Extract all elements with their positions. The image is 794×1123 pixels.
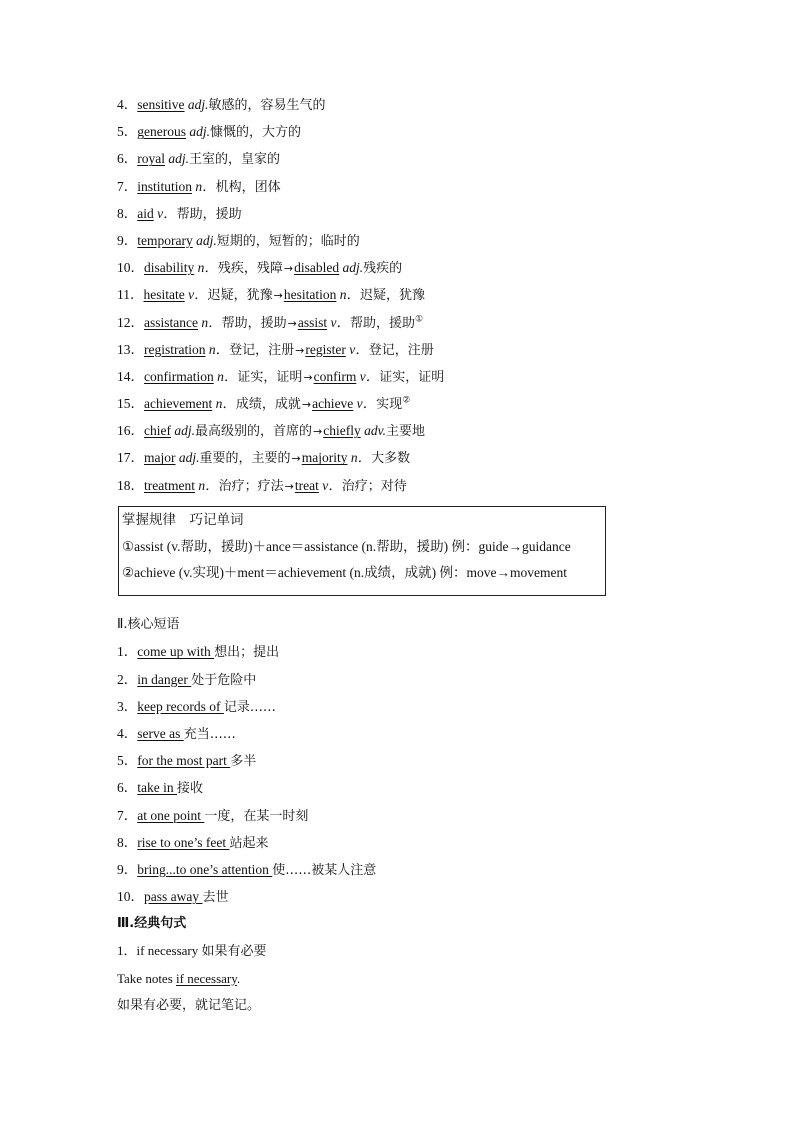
vocab-item (117, 475, 677, 502)
vocab-item (117, 230, 677, 257)
phrase-item (117, 696, 677, 723)
derived-meaning: 实现 (376, 397, 403, 413)
vocab-item (117, 148, 677, 175)
vocab-word: confirmation (144, 368, 214, 384)
vocab-pos: n． (198, 477, 219, 493)
phrase-item (117, 750, 677, 777)
derived-word: hesitation (283, 287, 337, 303)
vocab-pos: v． (157, 205, 177, 221)
vocab-item (117, 284, 677, 311)
phrase-meaning: 记录…… (223, 699, 276, 715)
derived-meaning: 登记，注册 (368, 342, 434, 358)
vocab-meaning: 证实，证明 (237, 369, 303, 385)
phrase-text: pass away (144, 889, 203, 905)
phrase-item (117, 832, 677, 859)
footnote-marker: ① (415, 314, 424, 324)
vocab-item (117, 257, 677, 284)
vocab-num: 4． (117, 97, 138, 112)
vocab-pos: n． (197, 260, 218, 276)
tip-box-title: 掌握规律 巧记单词 (122, 511, 244, 528)
vocab-meaning: 重要的，主要的 (199, 451, 291, 467)
phrase-num: 5． (117, 753, 138, 769)
derived-word: register (305, 341, 346, 357)
vocab-word: assistance (144, 314, 198, 330)
vocab-item (117, 339, 677, 366)
vocabulary-list (117, 94, 677, 502)
vocab-pos: adj. (174, 423, 195, 439)
derived-pos: n． (339, 287, 360, 303)
vocab-meaning: 敏感的，容易生气的 (208, 98, 326, 113)
phrase-text: in danger (137, 671, 192, 687)
derivation-arrow: → (283, 262, 294, 276)
derived-pos: n． (350, 450, 372, 466)
derived-pos: adv. (364, 423, 386, 439)
vocab-num: 11． (117, 287, 144, 303)
phrase-num: 10． (117, 889, 144, 905)
derived-meaning: 帮助，援助 (349, 315, 415, 331)
derived-word: achieve (312, 396, 354, 412)
vocab-num: 14． (117, 368, 144, 384)
vocab-word: achievement (144, 396, 213, 412)
phrase-num: 6． (117, 780, 138, 796)
derived-pos: v． (359, 368, 380, 384)
vocab-pos: n． (208, 341, 230, 357)
vocab-item (117, 121, 677, 148)
example-underlined: if necessary (176, 970, 237, 986)
phrase-meaning: 处于危险中 (191, 672, 257, 688)
phrase-item (117, 641, 677, 668)
sentence-item (117, 940, 677, 967)
tip-box (118, 506, 606, 596)
section-heading-classic-sentences: Ⅲ.经典句式 (117, 916, 187, 932)
vocab-num: 9． (117, 232, 138, 248)
phrase-num: 2． (117, 671, 138, 687)
vocab-meaning: 成绩，成就 (235, 397, 301, 413)
derived-pos: adj. (342, 260, 364, 276)
example-translation: 如果有必要，就记笔记。 (117, 997, 261, 1013)
sentence-item-num: 1． (117, 943, 137, 959)
derivation-arrow: → (303, 370, 313, 384)
derived-word: treat (294, 477, 319, 493)
vocab-meaning: 王室的，皇家的 (189, 152, 281, 168)
vocab-word: registration (144, 341, 206, 357)
example-pre: Take notes (117, 970, 177, 986)
phrase-num: 7． (117, 807, 138, 823)
phrase-item (117, 669, 677, 696)
vocab-pos: n． (195, 178, 216, 194)
vocab-item (117, 312, 677, 339)
vocab-pos: n． (201, 314, 222, 330)
derived-pos: v． (322, 477, 342, 493)
example-sentence (117, 968, 677, 995)
phrase-list (117, 641, 677, 913)
phrase-text: bring...to one’s attention (137, 861, 273, 877)
vocab-word: chief (144, 423, 171, 439)
vocab-pos: v． (188, 287, 208, 303)
vocab-word: disability (144, 260, 195, 276)
phrase-meaning: 使……被某人注意 (272, 862, 377, 878)
vocab-item (117, 176, 677, 203)
phrase-text: rise to one’s feet (137, 834, 230, 850)
tip-rule: ②achieve (v.实现)＋ment＝achievement (n.成绩，成就) 例：move→movement (122, 565, 567, 581)
vocab-word: royal (137, 151, 165, 167)
sentence-item-text: if necessary 如果有必要 (136, 943, 267, 959)
derived-meaning: 大多数 (371, 451, 411, 467)
phrase-meaning: 接收 (177, 781, 204, 797)
phrase-text: serve as (137, 725, 184, 741)
phrase-meaning: 去世 (202, 890, 229, 906)
phrase-text: take in (137, 780, 177, 796)
vocab-pos: adj. (189, 124, 210, 140)
phrase-meaning: 站起来 (229, 835, 269, 851)
vocab-word: temporary (137, 232, 193, 248)
example-post: . (236, 970, 241, 986)
phrase-item (117, 859, 677, 886)
vocab-meaning: 迟疑，犹豫 (207, 288, 273, 304)
phrase-text: for the most part (137, 753, 231, 769)
vocab-num: 6． (117, 151, 138, 167)
phrase-text: keep records of (137, 698, 224, 714)
vocab-item (117, 203, 677, 230)
vocab-meaning: 慷慨的，大方的 (210, 125, 302, 141)
derived-meaning: 证实，证明 (379, 369, 445, 385)
vocab-word: major (144, 450, 176, 466)
vocab-pos: adj. (168, 151, 190, 167)
phrase-text: come up with (137, 644, 215, 660)
vocab-item (117, 366, 677, 393)
vocab-item (117, 393, 677, 420)
derived-pos: v． (330, 314, 350, 330)
vocab-item (117, 447, 677, 474)
vocab-meaning: 帮助，援助 (176, 206, 242, 222)
footnote-marker: ② (402, 395, 411, 406)
phrase-item (117, 777, 677, 804)
derived-meaning: 主要地 (385, 424, 425, 440)
vocab-num: 7． (117, 178, 138, 194)
vocab-num: 13． (117, 341, 144, 357)
phrase-num: 1． (117, 644, 138, 660)
vocab-meaning: 治疗；疗法 (218, 478, 284, 494)
vocab-pos: n． (215, 396, 236, 412)
vocab-num: 10． (117, 260, 144, 276)
document-content (117, 94, 677, 1022)
vocab-item (117, 94, 677, 121)
derived-word: majority (301, 450, 348, 466)
vocab-word: institution (137, 178, 193, 194)
derived-word: chiefly (323, 423, 361, 439)
phrase-num: 8． (117, 834, 138, 850)
vocab-word: treatment (144, 477, 195, 493)
vocab-pos: n． (217, 368, 238, 384)
derived-word: assist (297, 314, 328, 330)
vocab-pos: adj. (187, 97, 209, 112)
vocab-meaning: 登记，注册 (229, 342, 295, 358)
derivation-arrow: → (291, 452, 301, 466)
vocab-meaning: 短期的，短暂的；临时的 (216, 233, 360, 249)
derived-meaning: 治疗；对待 (341, 478, 407, 494)
derivation-arrow: → (313, 425, 323, 439)
derivation-arrow: → (287, 316, 297, 330)
vocab-num: 15． (117, 396, 144, 412)
derivation-arrow: → (284, 479, 294, 493)
section-heading-core-phrases: Ⅱ.核心短语 (117, 617, 180, 633)
phrase-meaning: 一度，在某一时刻 (204, 808, 309, 824)
derivation-arrow: → (273, 289, 283, 303)
vocab-pos: adj. (178, 450, 200, 466)
vocab-meaning: 最高级别的，首席的 (195, 424, 313, 440)
vocab-item (117, 420, 677, 447)
vocab-word: aid (137, 205, 154, 221)
vocab-meaning: 帮助，援助 (221, 315, 287, 331)
phrase-num: 4． (117, 725, 138, 741)
derived-word: confirm (313, 368, 357, 384)
phrase-item (117, 723, 677, 750)
vocab-meaning: 机构，团体 (215, 179, 281, 195)
vocab-meaning: 残疾，残障 (217, 261, 283, 277)
phrase-num: 9． (117, 861, 138, 877)
phrase-meaning: 充当…… (183, 726, 236, 742)
derivation-arrow: → (295, 343, 305, 357)
vocab-num: 8． (117, 205, 138, 221)
derived-pos: v． (356, 396, 377, 412)
phrase-meaning: 多半 (230, 754, 257, 770)
phrase-item (117, 886, 677, 913)
phrase-num: 3． (117, 698, 138, 714)
vocab-num: 12． (117, 314, 144, 330)
derived-meaning: 迟疑，犹豫 (359, 288, 425, 304)
phrase-text: at one point (137, 807, 205, 823)
vocab-word: hesitate (143, 287, 185, 303)
vocab-pos: adj. (196, 232, 217, 248)
vocab-num: 17． (117, 450, 144, 466)
vocab-num: 5． (117, 124, 138, 140)
vocab-num: 18． (117, 477, 144, 493)
phrase-meaning: 想出；提出 (214, 645, 280, 661)
derived-pos: v． (349, 341, 369, 357)
tip-rule: ①assist (v.帮助，援助)＋ance＝assistance (n.帮助，援助) 例：guide→guidance (122, 538, 571, 554)
derivation-arrow: → (301, 398, 312, 412)
vocab-num: 16． (117, 423, 144, 439)
derived-word: disabled (294, 260, 340, 276)
vocab-word: generous (137, 124, 186, 140)
vocab-word: sensitive (137, 97, 185, 112)
phrase-item (117, 805, 677, 832)
derived-meaning: 残疾的 (363, 261, 403, 277)
